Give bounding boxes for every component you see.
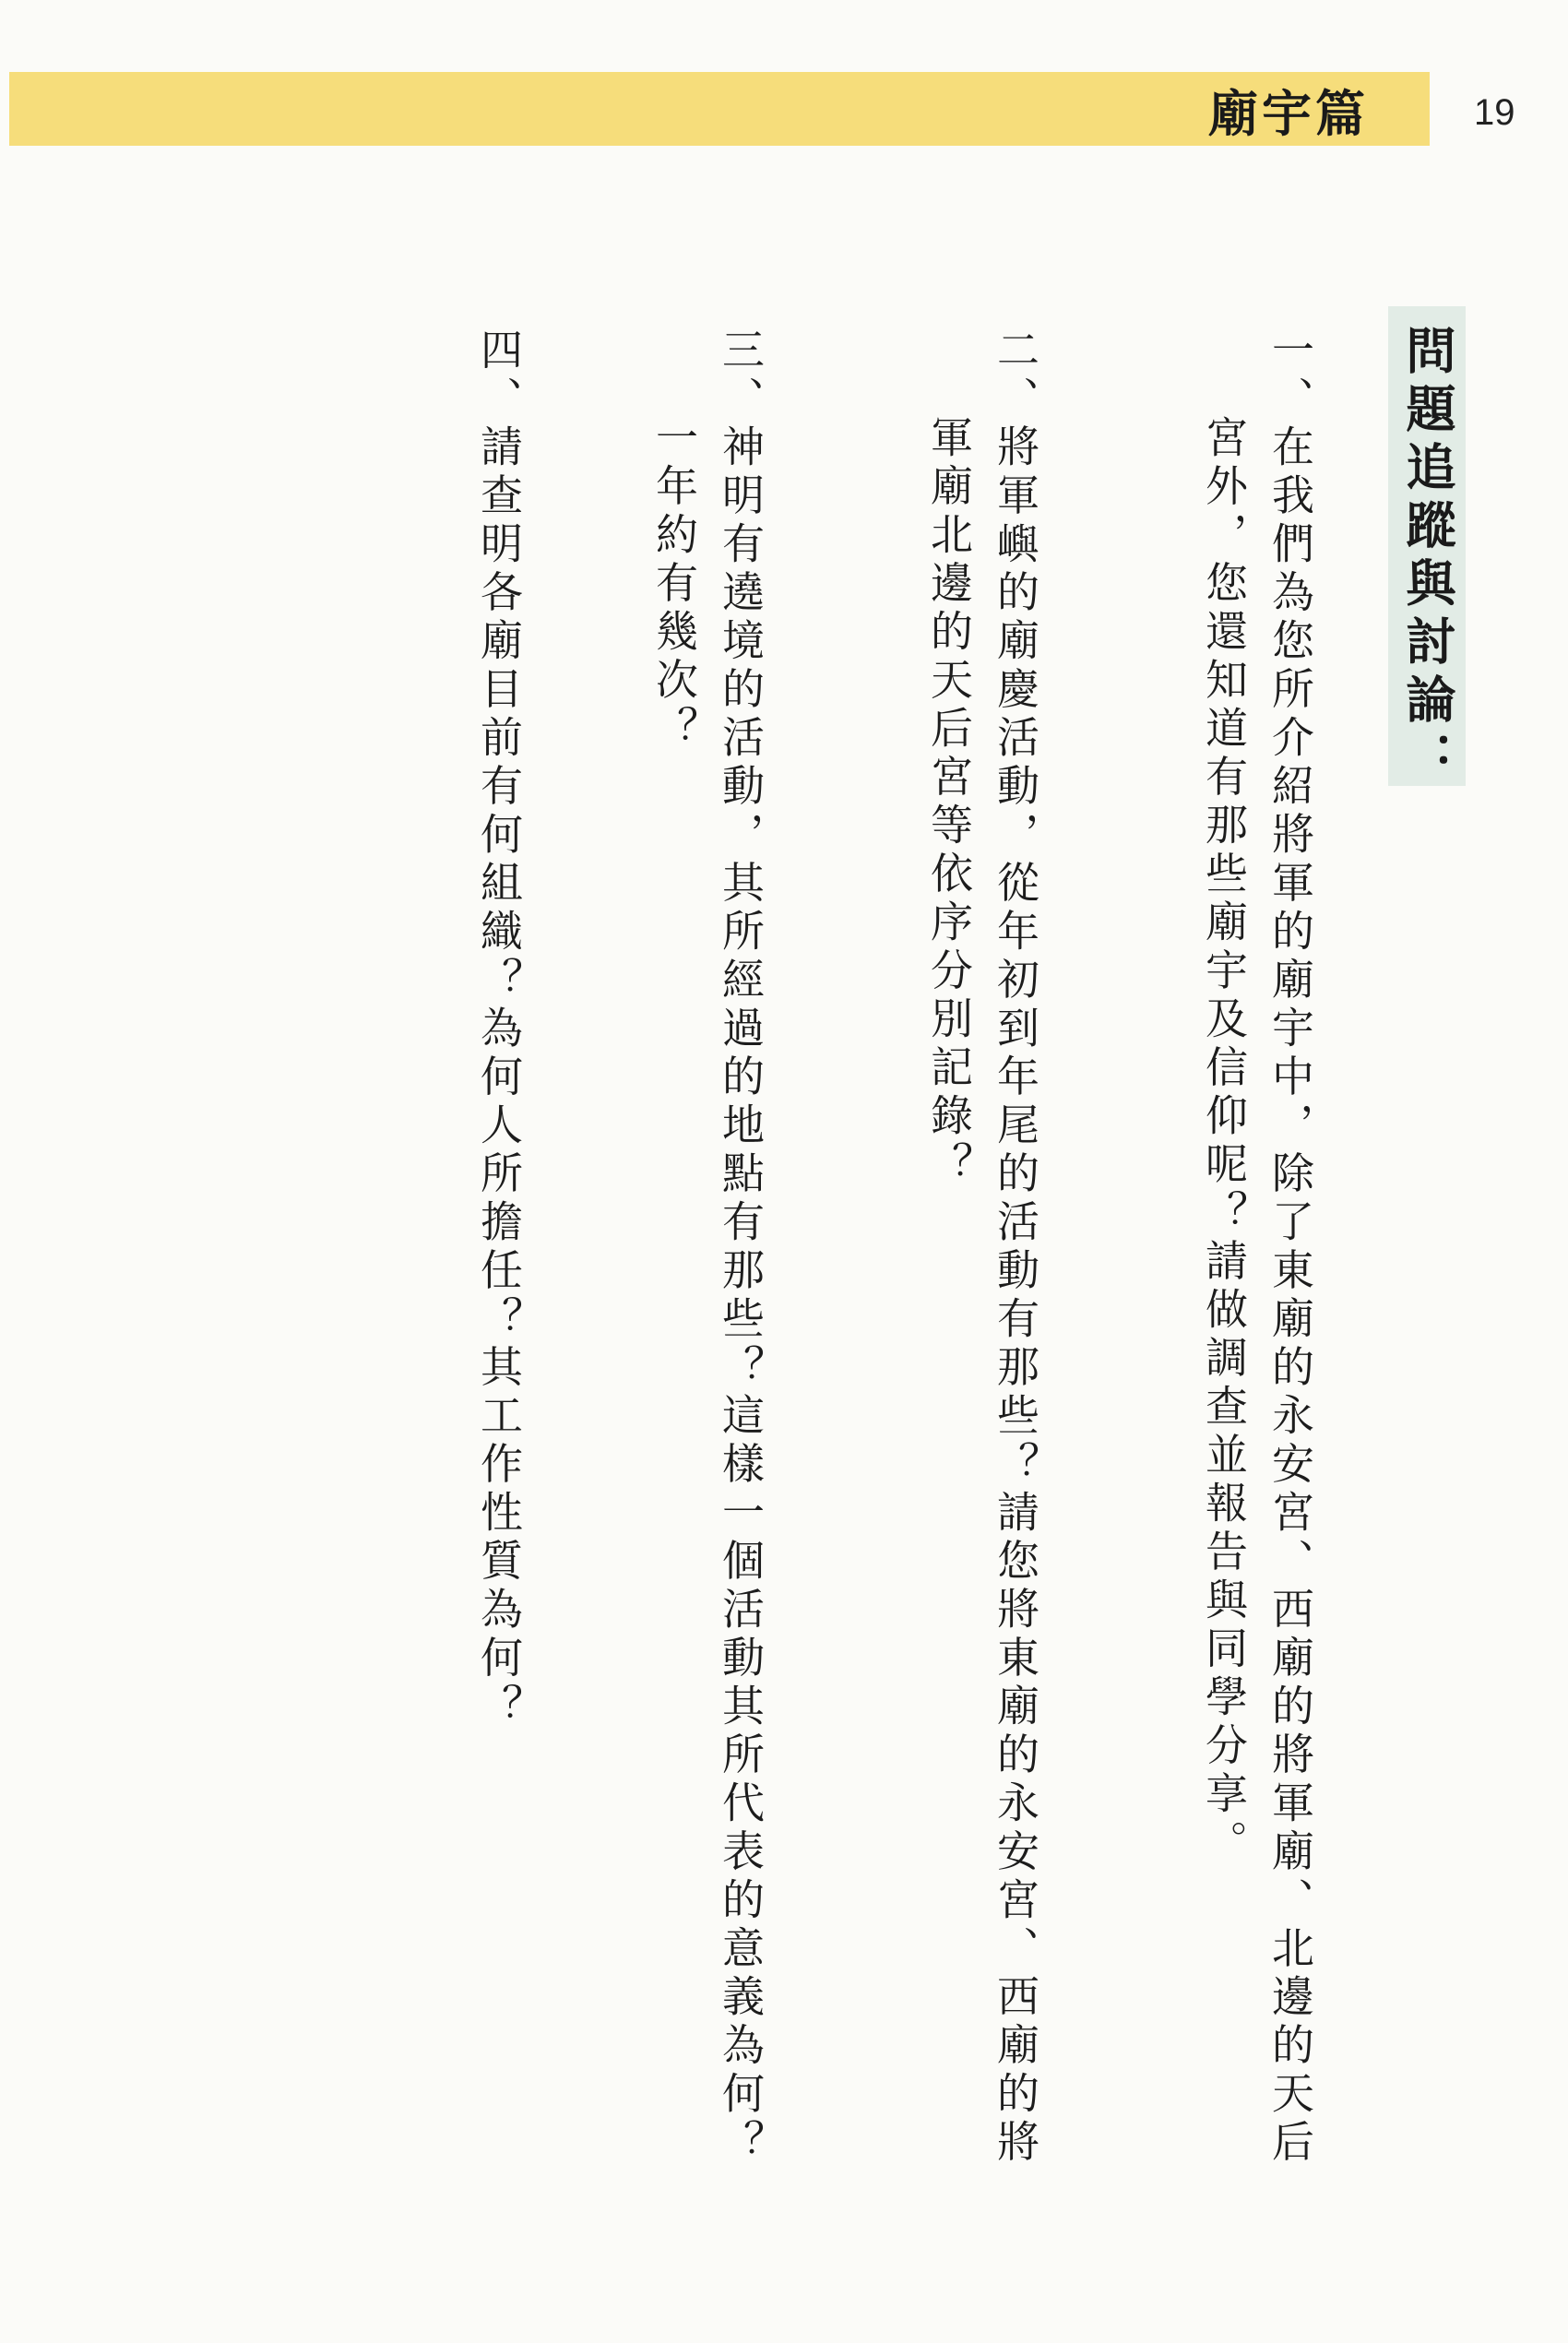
chapter-title: 廟宇篇 bbox=[1208, 85, 1369, 143]
question-1-line-2: 宮外，您還知道有那些廟宇及信仰呢？請做調查並報告與同學分享。 bbox=[1199, 415, 1249, 1868]
question-2-line-1: 二、將軍嶼的廟慶活動，從年初到年尾的活動有那些？請您將東廟的永安宮、西廟的將 bbox=[991, 327, 1040, 2168]
question-1-line-1: 一、在我們為您所介紹將軍的廟宇中，除了東廟的永安宮、西廟的將軍廟、北邊的天后 bbox=[1265, 327, 1315, 2168]
question-2-line-2: 軍廟北邊的天后宮等依序分別記錄？ bbox=[924, 415, 974, 1190]
section-label: 問題追蹤與討論： bbox=[1398, 325, 1456, 790]
question-3-line-2: 一年約有幾次？ bbox=[649, 415, 699, 755]
question-4-line-1: 四、請查明各廟目前有何組織？為何人所擔任？其工作性質為何？ bbox=[474, 327, 524, 1732]
question-3-line-1: 三、神明有遶境的活動，其所經過的地點有那些？這樣一個活動其所代表的意義為何？ bbox=[716, 327, 766, 2168]
page-number: 19 bbox=[1474, 92, 1515, 133]
